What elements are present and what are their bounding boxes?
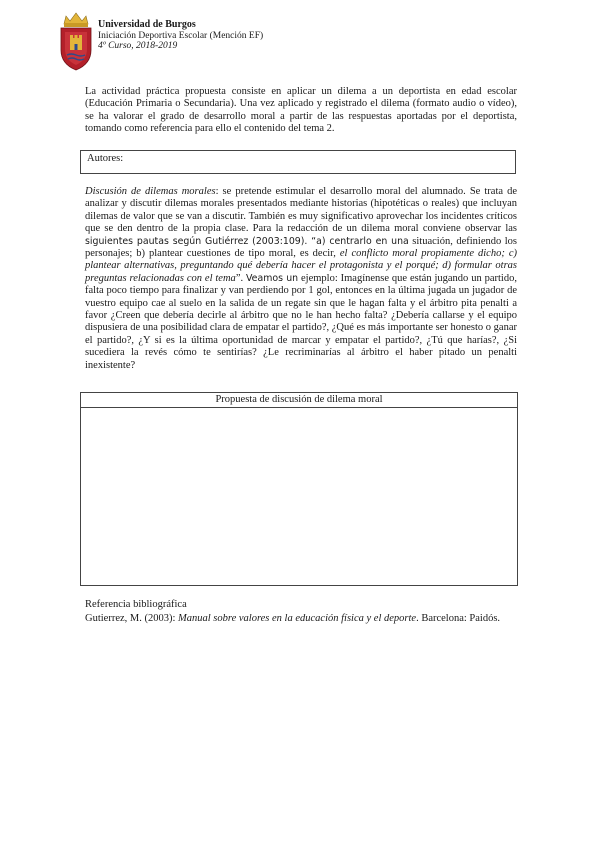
proposal-box[interactable]	[80, 392, 518, 586]
intro-paragraph: La actividad práctica propuesta consiste en aplicar un dilema a un deportista en edad escolar (Educación Primaria o Secundaria). Una vez aplicado y registrado el dilema (formato audio o vídeo), se ha valorar el grado de desarrollo moral a partir de las respuestas aportadas por el deportista, tomando como referencia para ello el contenido del tema 2.	[85, 86, 517, 135]
reference-title: Manual sobre valores en la educación física y el deporte	[178, 613, 417, 624]
proposal-title: Propuesta de discusión de dilema moral	[81, 393, 517, 408]
reference-entry	[85, 613, 525, 624]
reference-heading: Referencia bibliográfica	[85, 599, 187, 610]
reference-publisher: . Barcelona: Paidós.	[416, 613, 501, 624]
discussion-lead: Discusión de dilemas morales	[85, 186, 216, 197]
discussion-text-5: ”.	[235, 272, 246, 284]
university-name: Universidad de Burgos	[98, 19, 196, 30]
discussion-paragraph	[85, 186, 517, 372]
course-year: 4º Curso, 2018-2019	[98, 41, 178, 51]
document-header	[98, 20, 263, 52]
authors-box[interactable]	[80, 150, 516, 174]
discussion-text-2: siguientes pautas según Gutiérrez (2003:109). “a) centrarlo en una	[85, 235, 409, 247]
discussion-text-4: el conflicto moral propiamente dicho; c) plantear alternativas, preguntando qué debería hacer el protagonista y el porqué; d) formular otras preguntas relacionadas con el tema	[85, 248, 517, 284]
course-name: Iniciación Deportiva Escolar (Mención EF)	[98, 30, 264, 41]
university-crest-icon	[56, 10, 96, 72]
discussion-text-6: Veamos un	[246, 272, 299, 284]
discussion-text-7: ejemplo: Imagínense que están jugando un partido, falta poco tiempo para finalizar y van perdiendo por 1 gol, entonces en la última jugada un jugador de vuestro equipo cae al suelo en la salida de un regate sin que le hagan falta y el árbitro pita penalti a favor ¿Creen que debería decirle al árbitro que no le han hecho falta? ¿Debería callarse y el equipo dispusiera de una posibilidad clara de empatar el partido?, ¿Qué es más importante ser honesto o ganar el partido?, ¿Y si es la última oportunidad de marcar y empatar el partido?, ¿Tú que harías?, ¿Si sucediera la revés cómo te sentirías? ¿Le recriminarías al árbitro el haber pitado un penalti inexistente?	[85, 272, 517, 371]
reference-author: Gutierrez, M. (2003):	[85, 613, 179, 624]
authors-label: Autores:	[87, 153, 124, 164]
discussion-text-1: : se pretende estimular el desarrollo moral del alumnado. Se trata de analizar y discutir dilemas morales presentados mediante historias (hipotéticas o reales) que incluyan dilemas de valor que se van a discutir. También es muy significativo aprovechar los incidentes críticos que se den dentro de la propia clase. Para la redacción de un dilema moral conviene observar las	[85, 186, 517, 235]
discussion-text-3: situación, definiendo los personajes; b) plantear cuestiones de tipo moral, es decir,	[85, 235, 517, 260]
